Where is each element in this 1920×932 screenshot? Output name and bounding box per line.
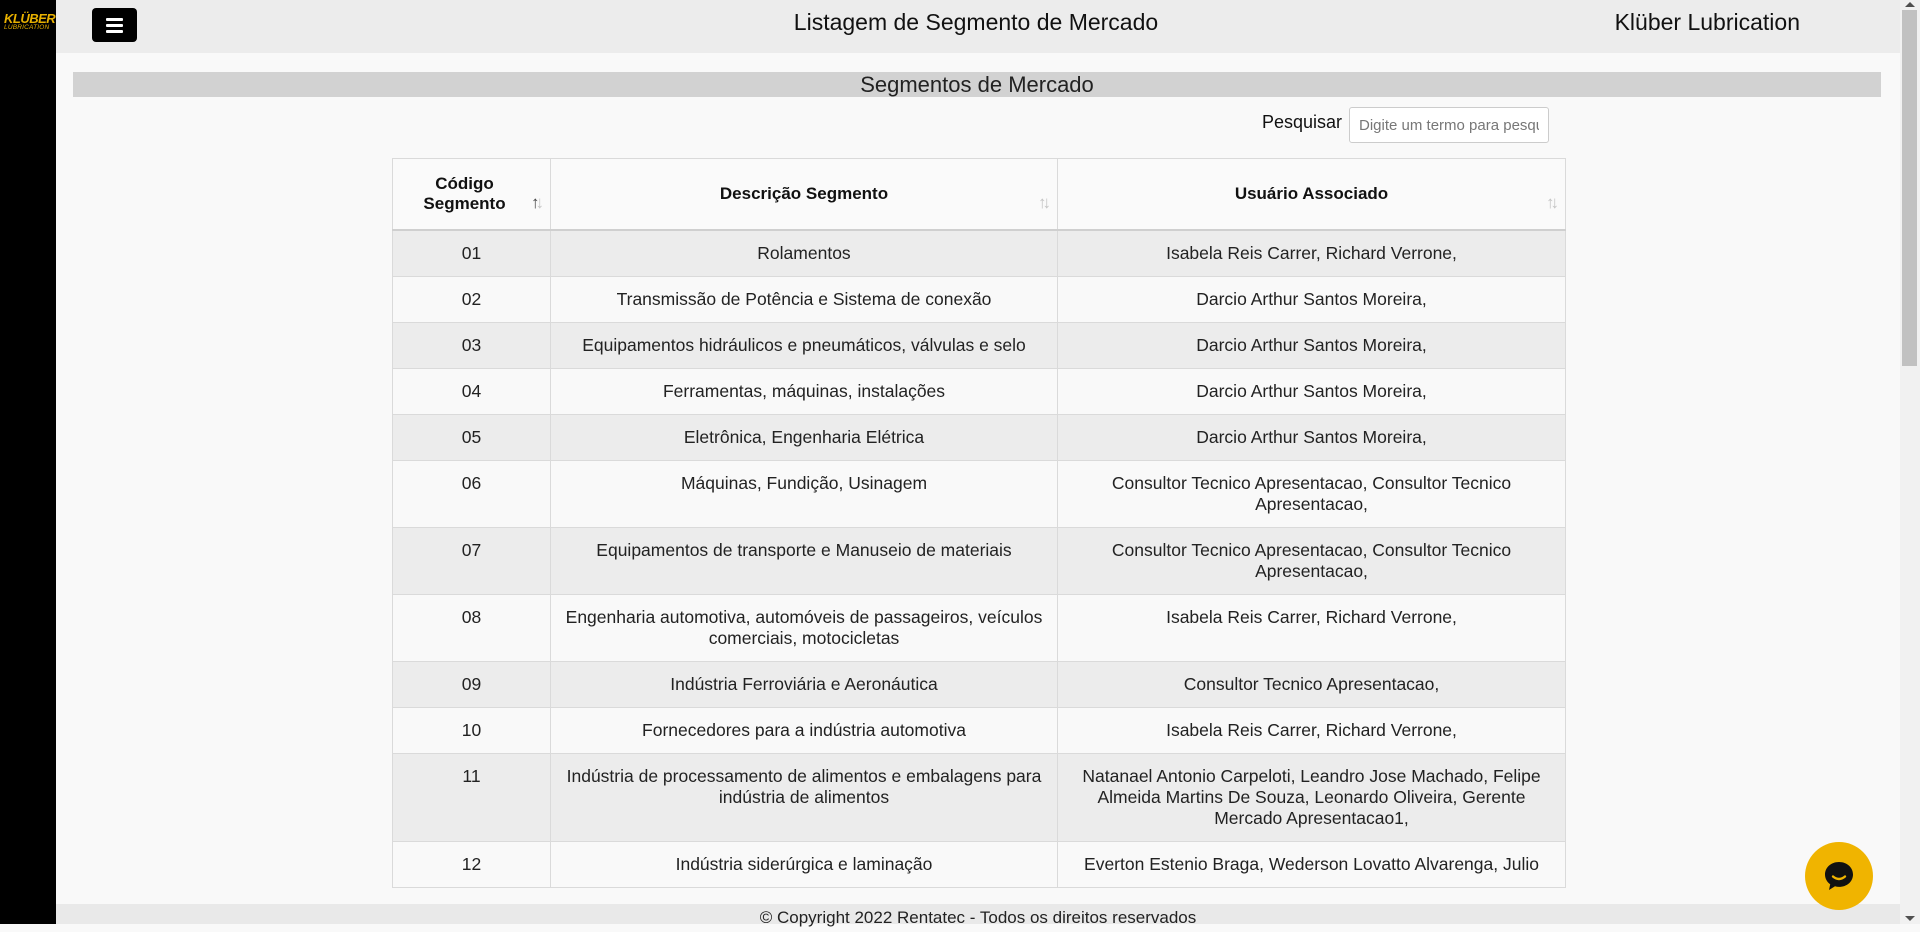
- logo-subtext: LUBRICATION: [4, 24, 50, 31]
- cell-users: Darcio Arthur Santos Moreira,: [1058, 415, 1566, 461]
- cell-description: Equipamentos de transporte e Manuseio de materiais: [551, 528, 1058, 595]
- cell-description: Indústria de processamento de alimentos e embalagens para indústria de alimentos: [551, 754, 1058, 842]
- page-title: Listagem de Segmento de Mercado: [793, 9, 1159, 35]
- scroll-up-arrow[interactable]: [1905, 2, 1915, 7]
- chat-button[interactable]: [1805, 842, 1873, 910]
- table-row[interactable]: [393, 369, 1566, 415]
- cell-description: Engenharia automotiva, automóveis de passageiros, veículos comerciais, motocicletas: [551, 595, 1058, 662]
- column-header-label: Usuário Associado: [1234, 184, 1389, 203]
- table-row[interactable]: [393, 277, 1566, 323]
- table-row[interactable]: [393, 415, 1566, 461]
- column-header-code[interactable]: [393, 159, 551, 231]
- table-row[interactable]: [393, 230, 1566, 277]
- column-header-description[interactable]: [551, 159, 1058, 231]
- sort-asc-icon: ↑↓: [531, 193, 540, 212]
- cell-description: Ferramentas, máquinas, instalações: [551, 369, 1058, 415]
- cell-code: 04: [393, 369, 551, 415]
- brand-name: Klüber Lubrication: [1614, 9, 1800, 35]
- cell-code: 07: [393, 528, 551, 595]
- cell-code: 05: [393, 415, 551, 461]
- table-header-row: [393, 159, 1566, 231]
- logo-text: KLÜBER: [4, 11, 56, 26]
- sidebar: [0, 0, 56, 924]
- table-row[interactable]: [393, 323, 1566, 369]
- cell-users: Isabela Reis Carrer, Richard Verrone,: [1058, 595, 1566, 662]
- cell-users: Isabela Reis Carrer, Richard Verrone,: [1058, 708, 1566, 754]
- cell-description: Transmissão de Potência e Sistema de conexão: [551, 277, 1058, 323]
- table-row[interactable]: [393, 461, 1566, 528]
- column-header-label: Código Segmento: [423, 174, 506, 213]
- section-title: Segmentos de Mercado: [73, 72, 1881, 97]
- hamburger-icon: [106, 15, 123, 36]
- cell-description: Fornecedores para a indústria automotiva: [551, 708, 1058, 754]
- cell-description: Eletrônica, Engenharia Elétrica: [551, 415, 1058, 461]
- table-row[interactable]: [393, 662, 1566, 708]
- cell-code: 06: [393, 461, 551, 528]
- cell-code: 03: [393, 323, 551, 369]
- table-row[interactable]: [393, 595, 1566, 662]
- menu-toggle-button[interactable]: [92, 8, 137, 42]
- table-row[interactable]: [393, 708, 1566, 754]
- chat-bubble-icon: [1822, 859, 1856, 893]
- cell-users: Consultor Tecnico Apresentacao, Consultor Tecnico Apresentacao,: [1058, 528, 1566, 595]
- cell-description: Indústria Ferroviária e Aeronáutica: [551, 662, 1058, 708]
- cell-users: Darcio Arthur Santos Moreira,: [1058, 323, 1566, 369]
- sort-arrows-icon: ↑↓: [1038, 193, 1047, 212]
- segments-table: [392, 158, 1565, 888]
- top-bar: [56, 0, 1900, 53]
- cell-code: 02: [393, 277, 551, 323]
- cell-code: 10: [393, 708, 551, 754]
- table-row[interactable]: [393, 528, 1566, 595]
- cell-users: Natanael Antonio Carpeloti, Leandro Jose Machado, Felipe Almeida Martins De Souza, Leonardo Oliveira, Gerente Mercado Apresentacao1,: [1058, 754, 1566, 842]
- search-input[interactable]: [1349, 107, 1549, 143]
- cell-users: Consultor Tecnico Apresentacao, Consultor Tecnico Apresentacao,: [1058, 461, 1566, 528]
- cell-description: Equipamentos hidráulicos e pneumáticos, válvulas e selo: [551, 323, 1058, 369]
- cell-code: 12: [393, 842, 551, 888]
- cell-description: Máquinas, Fundição, Usinagem: [551, 461, 1058, 528]
- table-row[interactable]: [393, 754, 1566, 842]
- cell-users: Darcio Arthur Santos Moreira,: [1058, 277, 1566, 323]
- cell-users: Isabela Reis Carrer, Richard Verrone,: [1058, 230, 1566, 277]
- search-label: Pesquisar: [1262, 112, 1343, 132]
- cell-code: 09: [393, 662, 551, 708]
- cell-users: Everton Estenio Braga, Wederson Lovatto Alvarenga, Julio: [1058, 842, 1566, 888]
- cell-description: Indústria siderúrgica e laminação: [551, 842, 1058, 888]
- scrollbar-thumb[interactable]: [1902, 10, 1917, 366]
- cell-code: 01: [393, 230, 551, 277]
- cell-users: Consultor Tecnico Apresentacao,: [1058, 662, 1566, 708]
- cell-description: Rolamentos: [551, 230, 1058, 277]
- cell-users: Darcio Arthur Santos Moreira,: [1058, 369, 1566, 415]
- cell-code: 11: [393, 754, 551, 842]
- cell-code: 08: [393, 595, 551, 662]
- kluber-logo[interactable]: [4, 12, 54, 36]
- footer: © Copyright 2022 Rentatec - Todos os direitos reservados: [56, 904, 1900, 924]
- column-header-label: Descrição Segmento: [719, 184, 889, 203]
- scroll-down-arrow[interactable]: [1905, 916, 1915, 921]
- column-header-users[interactable]: [1058, 159, 1566, 231]
- table-row[interactable]: [393, 842, 1566, 888]
- sort-arrows-icon: ↑↓: [1546, 193, 1555, 212]
